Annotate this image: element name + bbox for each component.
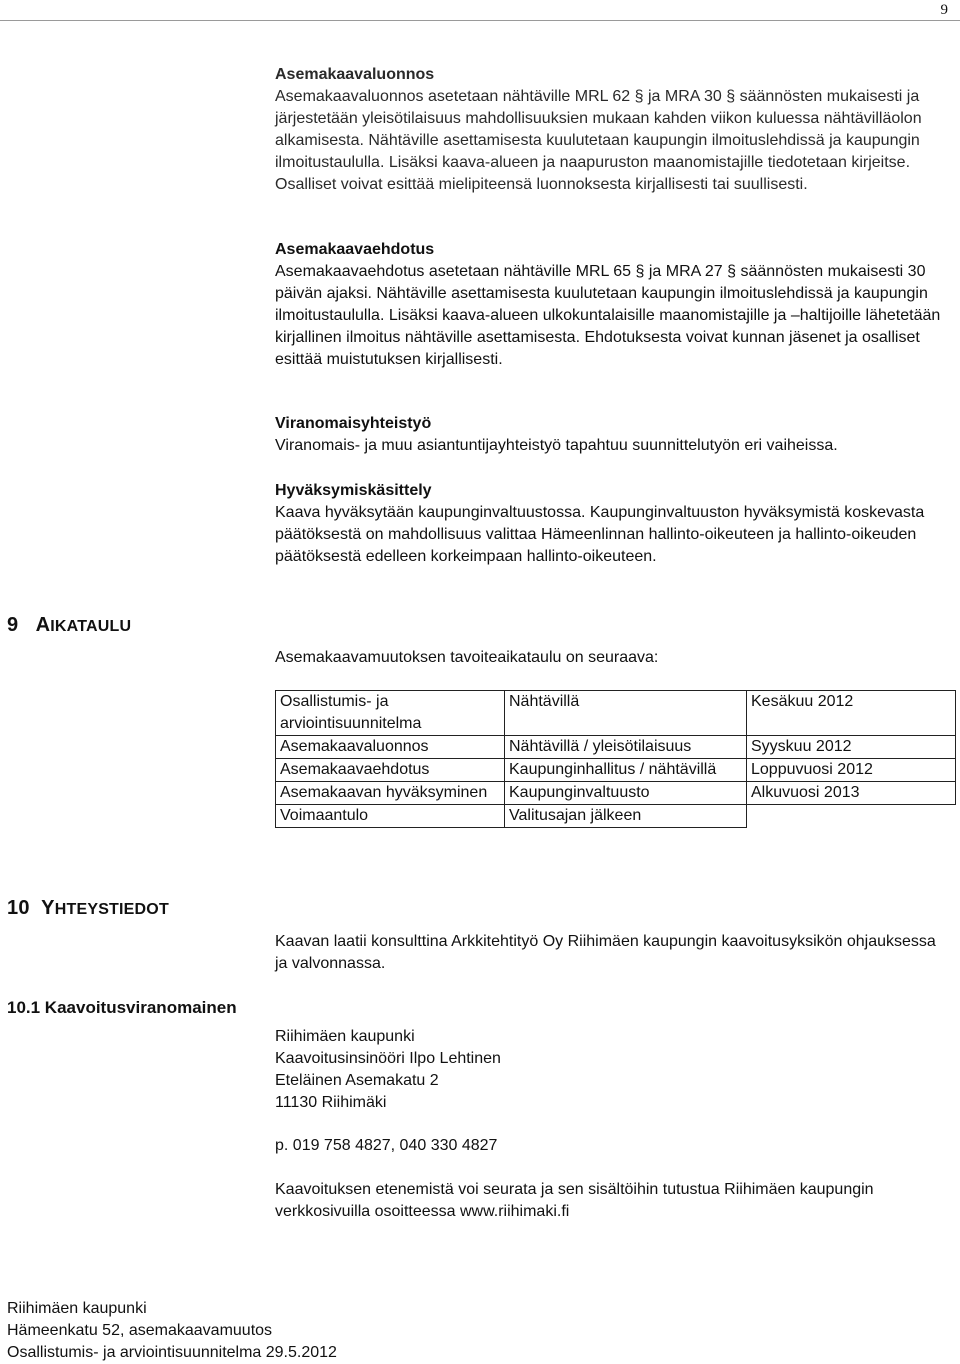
yhteystiedot-intro: Kaavan laatii konsulttina Arkkitehtityö Oy Riihimäen kaupungin kaavoitusyksikön ohjauksessa ja valvonnassa.	[275, 933, 936, 972]
schedule-time: Loppuvuosi 2012	[747, 759, 956, 782]
table-row	[276, 691, 956, 736]
heading-aikataulu-number: 9	[7, 614, 19, 636]
section-asemakaavaluonnos	[275, 64, 947, 196]
schedule-time: Alkuvuosi 2013	[747, 782, 956, 805]
section-text-hyvaksyminen: Kaava hyväksytään kaupunginvaltuustossa. Kaupunginvaltuuston hyväksymistä koskevasta päätöksestä on mahdollisuus valittaa Hämeenlinnan hallinto-oikeuteen ja hallinto-oikeuden päätöksestä edelleen korkeimpaan hallinto-oikeuteen.	[275, 504, 925, 565]
footer-line: Osallistumis- ja arviointisuunnitelma 29.5.2012	[7, 1344, 337, 1361]
phone-numbers: p. 019 758 4827, 040 330 4827	[275, 1137, 498, 1154]
footer-line: Hämeenkatu 52, asemakaavamuutos	[7, 1322, 273, 1339]
address-line: 11130 Riihimäki	[275, 1094, 387, 1111]
heading-aikataulu-rest: IKATAULU	[50, 618, 132, 635]
address-block	[275, 1026, 947, 1114]
header-rule	[0, 20, 960, 21]
section-asemakaavaehdotus	[275, 239, 947, 371]
section-title-hyvaksyminen: Hyväksymiskäsittely	[275, 482, 432, 499]
page-number: 9	[940, 2, 948, 18]
section-text-viranomais: Viranomais- ja muu asiantuntijayhteistyö tapahtuu suunnittelutyön eri vaiheissa.	[275, 437, 838, 454]
table-row	[276, 736, 956, 759]
subheading-kaavoitusviranomainen: 10.1 Kaavoitusviranomainen	[7, 998, 237, 1017]
address-line: Eteläinen Asemakatu 2	[275, 1072, 439, 1089]
address-line: Riihimäen kaupunki	[275, 1028, 415, 1045]
section-viranomaisyhteistyo	[275, 413, 947, 457]
heading-yhteystiedot	[7, 897, 169, 920]
section-title-luonnos: Asemakaavaluonnos	[275, 66, 435, 83]
heading-aikataulu	[7, 614, 131, 637]
follow-text: Kaavoituksen etenemistä voi seurata ja sen sisältöihin tutustua Riihimäen kaupungin verkkosivuilla osoitteessa www.riihimaki.fi	[275, 1181, 874, 1220]
section-text-luonnos: Asemakaavaluonnos asetetaan nähtäville MRL 62 § ja MRA 30 § säännösten mukaisesti ja järjestetään yleisötilaisuus mahdollisuuksien mukaan kahden viikon kuluessa nähtävilläolon alkamisesta. Nähtäville asettamisesta kuulutetaan kaupungin ilmoituslehdissä ja kaupungin ilmoitustaululla. Lisäksi kaava-alueen ja naapuruston maanomistajille tiedotetaan kirjeitse. Osalliset voivat esittää mielipiteensä luonnoksesta kirjallisesti tai suullisesti.	[275, 88, 922, 193]
table-row	[276, 805, 956, 828]
schedule-phase: Asemakaavaehdotus	[276, 759, 505, 782]
schedule-status: Nähtävillä	[505, 691, 747, 736]
heading-aikataulu-initial: A	[35, 614, 51, 636]
schedule-phase: Asemakaavaluonnos	[276, 736, 505, 759]
table-row	[276, 759, 956, 782]
section-hyvaksymiskasittely	[275, 480, 947, 568]
schedule-status: Nähtävillä / yleisötilaisuus	[505, 736, 747, 759]
schedule-time: Kesäkuu 2012	[747, 691, 956, 736]
section-title-viranomais: Viranomaisyhteistyö	[275, 415, 432, 432]
schedule-phase: Asemakaavan hyväksyminen	[276, 782, 505, 805]
schedule-status: Kaupunginhallitus / nähtävillä	[505, 759, 747, 782]
aikataulu-intro: Asemakaavamuutoksen tavoiteaikataulu on seuraava:	[275, 649, 659, 666]
footer	[7, 1298, 337, 1364]
schedule-time	[747, 805, 956, 828]
schedule-status: Kaupunginvaltuusto	[505, 782, 747, 805]
address-line: Kaavoitusinsinööri Ilpo Lehtinen	[275, 1050, 501, 1067]
schedule-table	[275, 690, 956, 828]
heading-yhteystiedot-initial: Y	[41, 897, 55, 919]
schedule-phase: Voimaantulo	[276, 805, 505, 828]
heading-yhteystiedot-number: 10	[7, 897, 30, 919]
heading-yhteystiedot-rest: HTEYSTIEDOT	[54, 901, 169, 918]
schedule-status: Valitusajan jälkeen	[505, 805, 747, 828]
schedule-phase: Osallistumis- ja arviointisuunnitelma	[276, 691, 505, 736]
table-row	[276, 782, 956, 805]
footer-line: Riihimäen kaupunki	[7, 1300, 147, 1317]
schedule-time: Syyskuu 2012	[747, 736, 956, 759]
section-text-ehdotus: Asemakaavaehdotus asetetaan nähtäville MRL 65 § ja MRA 27 § säännösten mukaisesti 30 päivän ajaksi. Nähtäville asettamisesta kuulutetaan kaupungin ilmoituslehdissä ja kaupungin ilmoitustaululla. Lisäksi kaava-alueen ulkokuntalaisille maanomistajille ja –haltijoille lähetetään kirjallinen ilmoitus nähtäville asettamisesta. Ehdotuksesta voivat kunnan jäsenet ja osalliset esittää muistutuksen kirjallisesti.	[275, 263, 941, 368]
section-title-ehdotus: Asemakaavaehdotus	[275, 241, 435, 258]
